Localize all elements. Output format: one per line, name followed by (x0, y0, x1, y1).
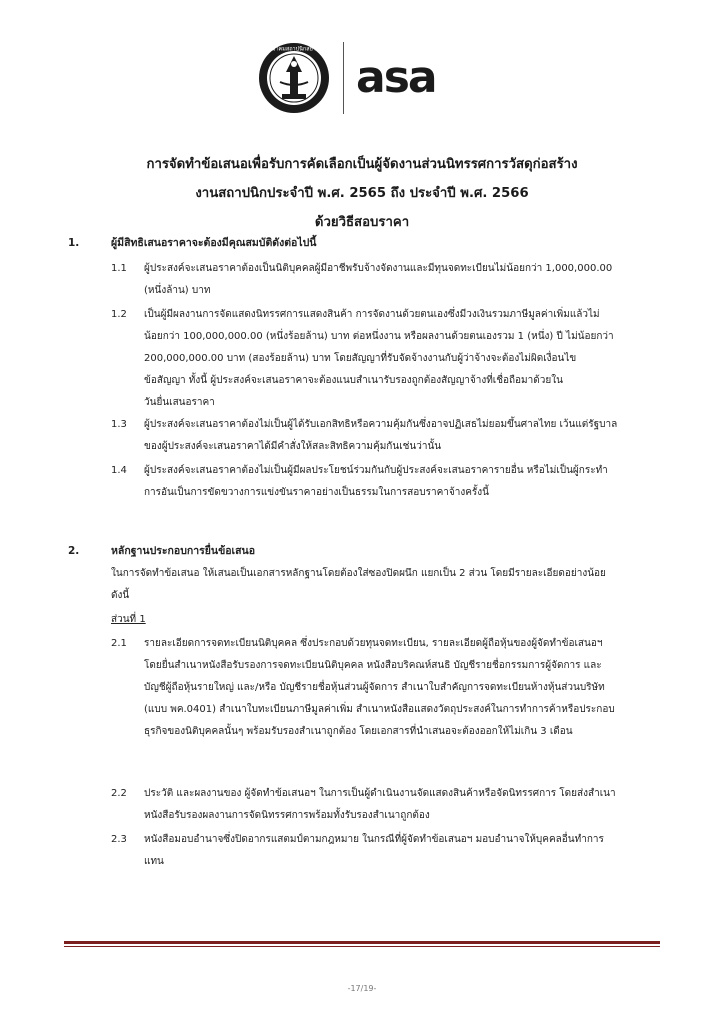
item-2-1-number: 2.1 (111, 638, 127, 649)
item-1-4-text (144, 460, 608, 504)
section-1-number: 1. (68, 237, 80, 249)
text-line: ผู้ประสงค์จะเสนอราคาต้องไม่เป็นผู้ได้รับเอกสิทธิหรือความคุ้มกันซึ่งอาจปฏิเสธไม่ยอมขึ้นศาลไทย เว้นแต่รัฐบาล (144, 419, 618, 430)
header-logos (0, 38, 724, 118)
text-line: แทน (144, 856, 164, 867)
section-2-heading: หลักฐานประกอบการยื่นข้อเสนอ (111, 545, 256, 557)
item-1-1-number: 1.1 (111, 263, 127, 274)
text-line: (หนึ่งล้าน) บาท (144, 285, 211, 296)
text-line: เป็นผู้มีผลงานการจัดแสดงนิทรรศการแสดงสินค้า การจัดงานด้วยตนเองซึ่งมีวงเงินรวมภาษีมูลค่าเพิ่มแล้วไม่ (144, 309, 600, 320)
part-1-label: ส่วนที่ 1 (111, 614, 146, 625)
item-1-2-text (144, 304, 614, 414)
text-line: ข้อสัญญา ทั้งนี้ ผู้ประสงค์จะเสนอราคาจะต้องแนบสำเนารับรองถูกต้องสัญญาจ้างที่เชื่อถือมาด้วยใน (144, 375, 563, 386)
text-line: วันยื่นเสนอราคา (144, 397, 215, 408)
item-2-3-number: 2.3 (111, 834, 127, 845)
item-2-1-text (144, 633, 615, 743)
footer-rule-thin (64, 946, 660, 947)
text-line: 200,000,000.00 บาท (สองร้อยล้าน) บาท โดยสัญญาที่รับจัดจ้างงานกับผู้ว่าจ้างจะต้องไม่ผิดเงื่อนไข (144, 353, 577, 364)
item-2-2-number: 2.2 (111, 788, 127, 799)
item-1-1-text (144, 258, 612, 302)
asa-wordmark-logo (356, 54, 468, 100)
text-line: ของผู้ประสงค์จะเสนอราคาได้มีคำสั่งให้สละสิทธิความคุ้มกันเช่นว่านั้น (144, 441, 442, 452)
item-1-2-number: 1.2 (111, 309, 127, 320)
text-line: บัญชีผู้ถือหุ้นรายใหญ่ และ/หรือ บัญชีรายชื่อหุ้นส่วนผู้จัดการ สำเนาใบสำคัญการจดทะเบียนห้างหุ้นส่วนบริษัท (144, 682, 605, 693)
document-title (60, 150, 664, 237)
page-number: -17/19- (347, 984, 377, 993)
item-1-4-number: 1.4 (111, 465, 127, 476)
text-line: หนังสือรับรองผลงานการจัดนิทรรศการพร้อมทั้งรับรองสำเนาถูกต้อง (144, 810, 430, 821)
item-2-3-text (144, 829, 604, 873)
section-1-heading: ผู้มีสิทธิเสนอราคาจะต้องมีคุณสมบัติดังต่อไปนี้ (111, 237, 317, 249)
title-line-1: การจัดทำข้อเสนอเพื่อรับการคัดเลือกเป็นผู้จัดงานส่วนนิทรรศการวัสดุก่อสร้าง (146, 157, 578, 172)
item-1-3-number: 1.3 (111, 419, 127, 430)
brand-text: asa (356, 54, 436, 100)
title-line-3: ด้วยวิธีสอบราคา (314, 215, 410, 230)
logo-divider (343, 42, 344, 114)
text-line: น้อยกว่า 100,000,000.00 (หนึ่งร้อยล้าน) บาท ต่อหนึ่งงาน หรือผลงานด้วยตนเองรวม 1 (หนึ่ง) ปี ไม่น้อยกว่า (144, 331, 614, 342)
footer-rule (64, 941, 660, 944)
asa-seal-logo (258, 42, 330, 114)
text-line: โดยยื่นสำเนาหนังสือรับรองการจดทะเบียนนิติบุคคล หนังสือบริคณห์สนธิ บัญชีรายชื่อกรรมการผู้จัดการ และ (144, 660, 602, 671)
item-2-2-text (144, 783, 616, 827)
text-line: ในการจัดทำข้อเสนอ ให้เสนอเป็นเอกสารหลักฐานโดยต้องใส่ซองปิดผนึก แยกเป็น 2 ส่วน โดยมีรายละเอียดอย่างน้อย (111, 568, 606, 579)
text-line: การอันเป็นการขัดขวางการแข่งขันราคาอย่างเป็นธรรมในการสอบราคาจ้างครั้งนี้ (144, 487, 490, 498)
text-line: ประวัติ และผลงานของ ผู้จัดทำข้อเสนอฯ ในการเป็นผู้ดำเนินงานจัดแสดงสินค้าหรือจัดนิทรรศการ โดยส่งสำเนา (144, 788, 616, 799)
section-2-number: 2. (68, 545, 80, 557)
section-2-intro (111, 563, 606, 607)
text-line: ดังนี้ (111, 590, 130, 601)
text-line: ผู้ประสงค์จะเสนอราคาต้องไม่เป็นผู้มีผลประโยชน์ร่วมกันกับผู้ประสงค์จะเสนอราคารายอื่น หรือไม่เป็นผู้กระทำ (144, 465, 608, 476)
text-line: รายละเอียดการจดทะเบียนนิติบุคคล ซึ่งประกอบด้วยทุนจดทะเบียน, รายละเอียดผู้ถือหุ้นของผู้จัดทำข้อเสนอฯ (144, 638, 603, 649)
text-line: ธุรกิจของนิติบุคคลนั้นๆ พร้อมรับรองสำเนาถูกต้อง โดยเอกสารที่นำเสนอจะต้องออกให้ไม่เกิน 3 เดือน (144, 726, 573, 737)
text-line: หนังสือมอบอำนาจซึ่งปิดอากรแสตมป์ตามกฎหมาย ในกรณีที่ผู้จัดทำข้อเสนอฯ มอบอำนาจให้บุคคลอื่นทำการ (144, 834, 604, 845)
seal-text: สมาคมสถาปนิกสยาม (268, 46, 320, 53)
item-1-3-text (144, 414, 617, 458)
title-line-2: งานสถาปนิกประจำปี พ.ศ. 2565 ถึง ประจำปี พ.ศ. 2566 (195, 186, 529, 201)
text-line: (แบบ พค.0401) สำเนาใบทะเบียนภาษีมูลค่าเพิ่ม สำเนาหนังสือแสดงวัตถุประสงค์ในการทำการค้าหรือประกอบ (144, 704, 615, 715)
text-line: ผู้ประสงค์จะเสนอราคาต้องเป็นนิติบุคคลผู้มีอาชีพรับจ้างจัดงานและมีทุนจดทะเบียนไม่น้อยกว่า 1,000,000.00 (144, 263, 613, 274)
